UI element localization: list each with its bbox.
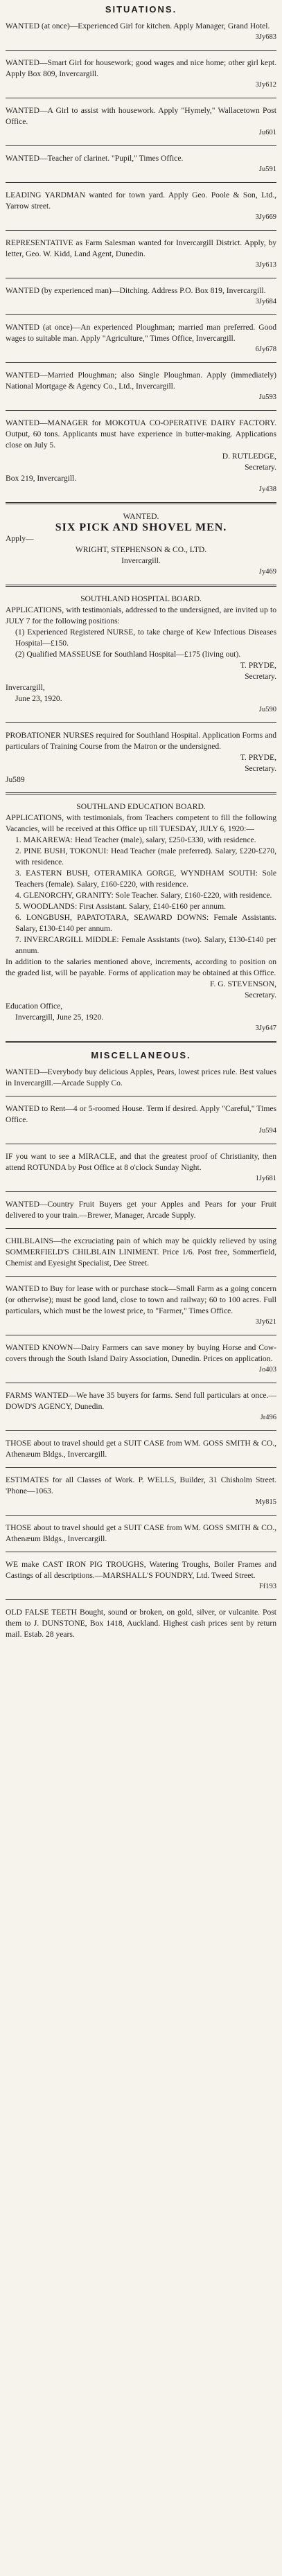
divider — [6, 1228, 276, 1229]
signatory-title: Secretary. — [245, 991, 276, 1000]
ad-ref: 3Jy684 — [255, 298, 276, 305]
classified-ad — [6, 1067, 276, 1089]
classified-ad-pick-shovel — [6, 511, 276, 578]
divider — [6, 1467, 276, 1468]
notice-hospital-board — [6, 594, 276, 716]
divider — [6, 585, 276, 587]
ad-text: WANTED to Rent—4 or 5-roomed House. Term if desired. Apply "Careful," Times Office. — [6, 1104, 276, 1124]
ad-text: WANTED (at once)—Experienced Girl for kitchen. Apply Manager, Grand Hotel. — [6, 21, 270, 30]
divider — [6, 362, 276, 363]
divider — [6, 722, 276, 723]
divider — [6, 1599, 276, 1600]
signatory-title: Secretary. — [245, 764, 276, 773]
ad-text: WANTED (at once)—An experienced Ploughman; married man preferred. Good wages to suitable man. Apply "Agriculture," Times Office, Invercargill. — [6, 323, 276, 343]
notice-probationer-nurses — [6, 730, 276, 785]
signatory-name: F. G. STEVENSON, — [209, 979, 276, 988]
vacancy-item: 5. WOODLANDS: First Assistant. Salary, £140-£160 per annum. — [15, 902, 226, 911]
ad-text: WE make CAST IRON PIG TROUGHS, Watering Troughs, Boiler Frames and Castings of all descriptions.—MARSHALL'S FOUNDRY, Ltd. Tweed Street. — [6, 1560, 276, 1580]
signatory-title: Secretary. — [245, 463, 276, 472]
classified-ad — [6, 285, 276, 308]
classified-ad — [6, 1475, 276, 1508]
divider — [6, 314, 276, 315]
ad-ref: 3Jy647 — [255, 1024, 276, 1032]
ad-ref: My815 — [255, 1498, 276, 1506]
ad-ref: Jy438 — [258, 486, 276, 493]
ad-text: WANTED—A Girl to assist with housework. Apply "Hymely," Wallacetown Post Office. — [6, 106, 276, 126]
divider — [6, 1041, 276, 1043]
notice-text: PROBATIONER NURSES required for Southland Hospital. Application Forms and particulars of Training Course from the Matron or the undersigned. — [6, 731, 276, 751]
ad-text: THOSE about to travel should get a SUIT CASE from WM. GOSS SMITH & CO., Athenæum Bldgs., Invercargill. — [6, 1439, 276, 1459]
vacancy-item: 6. LONGBUSH, PAPATOTARA, SEAWARD DOWNS: Female Assistants. Salary, £130-£140 per annum. — [15, 913, 276, 933]
notice-date: June 23, 1920. — [15, 694, 62, 703]
miscellaneous-list — [6, 1067, 276, 1640]
ad-address: Box 219, Invercargill. — [6, 474, 77, 483]
classified-ad — [6, 105, 276, 139]
divider — [6, 1191, 276, 1192]
ad-place: Invercargill. — [121, 556, 161, 565]
notice-intro: APPLICATIONS, with testimonials, addressed to the undersigned, are invited up to JULY 7 for the following positions: — [6, 605, 276, 625]
notice-office: Education Office, — [6, 1002, 63, 1011]
classified-ad — [6, 1236, 276, 1269]
signatory-name: D. RUTLEDGE, — [222, 452, 276, 461]
ad-ref: 6Jy678 — [255, 346, 276, 353]
classified-ad — [6, 21, 276, 43]
notice-date: Invercargill, June 25, 1920. — [15, 1013, 104, 1022]
ad-ref: 1Jy681 — [255, 1175, 276, 1182]
divider — [6, 1276, 276, 1277]
ad-text: CHILBLAINS—the excruciating pain of which may be quickly relieved by using SOMMERFIELD'S CHILBLAIN LINIMENT. Price 1/6. Post free, Sommerfield, Chemist and Eyesight Specialist, Dee Street. — [6, 1236, 276, 1268]
classified-ad — [6, 190, 276, 223]
ad-text: WANTED KNOWN—Dairy Farmers can save money by buying Horse and Cow-covers through the South Island Dairy Association, Dunedin. Prices on application. — [6, 1343, 276, 1363]
ad-ref: Jr496 — [260, 1414, 276, 1421]
ad-ref: Ju589 — [6, 775, 25, 784]
signatory-title: Secretary. — [245, 672, 276, 681]
ad-heading: WANTED. — [123, 512, 159, 521]
ad-ref: 3Jy612 — [255, 81, 276, 89]
classified-ad — [6, 1390, 276, 1423]
notice-education-board — [6, 801, 276, 1034]
vacancy-item: 1. MAKAREWA: Head Teacher (male), salary, £250-£330, with residence. — [15, 835, 256, 844]
divider — [6, 1430, 276, 1431]
ad-text: WANTED—Teacher of clarinet. "Pupil," Times Office. — [6, 154, 184, 163]
ad-text: WANTED—Married Ploughman; also Single Ploughman. Apply (immediately) National Mortgage & Agency Co., Ltd., Invercargill. — [6, 371, 276, 391]
divider — [6, 792, 276, 794]
ad-ref: Ju594 — [258, 1127, 276, 1135]
ad-text: THOSE about to travel should get a SUIT CASE from WM. GOSS SMITH & CO., Athenæum Bldgs., Invercargill. — [6, 1523, 276, 1543]
ad-ref: Ff193 — [258, 1583, 276, 1590]
notice-place: Invercargill, — [6, 683, 45, 692]
divider — [6, 410, 276, 411]
ad-firm: WRIGHT, STEPHENSON & CO., LTD. — [75, 545, 207, 554]
vacancy-item: 2. PINE BUSH, TOKONUI: Head Teacher (male preferred). Salary, £220-£270, with residence. — [15, 846, 276, 867]
ad-text: FARMS WANTED—We have 35 buyers for farms. Send full particulars at once.—DOWD'S AGENCY, Dunedin. — [6, 1391, 276, 1411]
classified-ad — [6, 1199, 276, 1221]
notice-item: (2) Qualified MASSEUSE for Southland Hospital—£175 (living out). — [15, 650, 241, 659]
ad-text: IF you want to see a MIRACLE, and that the greatest proof of Christianity, then attend ROTUNDA by Post Office at 8 o'clock Sunday Night. — [6, 1152, 276, 1172]
classified-ad — [6, 1103, 276, 1137]
ad-ref: Ju591 — [258, 166, 276, 173]
classified-ad — [6, 153, 276, 175]
divider — [6, 230, 276, 231]
ad-ref: Ju590 — [258, 706, 276, 713]
notice-heading: SOUTHLAND HOSPITAL BOARD. — [80, 594, 202, 603]
ad-ref: Ju593 — [258, 393, 276, 401]
ad-text: REPRESENTATIVE as Farm Salesman wanted for Invercargill District. Apply, by letter, Geo. W. Kidd, Land Agent, Dunedin. — [6, 238, 276, 258]
classified-ad — [6, 370, 276, 403]
classified-ad — [6, 1151, 276, 1184]
classified-ad — [6, 238, 276, 271]
ad-text: WANTED—MANAGER for MOKOTUA CO-OPERATIVE DAIRY FACTORY. Output, 60 tons. Applicants must have experience in butter-making. Applications close on July 5. — [6, 418, 276, 450]
ad-text: WANTED—Everybody buy delicious Apples, Pears, lowest prices rule. Best values in Invercargill.—Arcade Supply Co. — [6, 1067, 276, 1087]
divider — [6, 50, 276, 51]
ad-text: OLD FALSE TEETH Bought, sound or broken, on gold, silver, or vulcanite. Post them to J. DUNSTONE, Box 1418, Auckland. Highest cash prices sent by return mail. Estab. 28 years. — [6, 1608, 276, 1639]
situations-list — [6, 21, 276, 495]
classified-ad — [6, 322, 276, 355]
vacancy-item: 4. GLENORCHY, GRANITY: Sole Teacher. Salary, £160-£220, with residence. — [15, 891, 272, 900]
divider — [6, 182, 276, 183]
ad-ref: Jo403 — [258, 1366, 276, 1374]
classified-ad — [6, 1438, 276, 1460]
classified-ad — [6, 1283, 276, 1328]
ad-text: LEADING YARDMAN wanted for town yard. Apply Geo. Poole & Son, Ltd., Yarrow street. — [6, 190, 276, 211]
notice-outro: In addition to the salaries mentioned above, increments, according to position on the graded list, will be payable. Forms of application may be obtained at this Office. — [6, 957, 276, 977]
classified-ad — [6, 1522, 276, 1545]
signatory-name: T. PRYDE, — [240, 753, 276, 762]
newspaper-page — [0, 4, 282, 2576]
divider — [6, 502, 276, 504]
ad-apply: Apply— — [6, 534, 34, 543]
classified-ad — [6, 57, 276, 91]
notice-intro: APPLICATIONS, with testimonials, from Teachers competent to fill the following Vacancies, will be received at this Office up till TUESDAY, JULY 6, 1920:— — [6, 813, 276, 833]
ad-text: ESTIMATES for all Classes of Work. P. WELLS, Builder, 31 Chisholm Street. 'Phone—1063. — [6, 1475, 276, 1495]
notice-item: (1) Experienced Registered NURSE, to take charge of Kew Infectious Diseases Hospital—£150. — [15, 628, 276, 648]
ad-headline: SIX PICK AND SHOVEL MEN. — [55, 522, 227, 533]
section-heading-situations: SITUATIONS. — [105, 4, 177, 15]
notice-heading: SOUTHLAND EDUCATION BOARD. — [76, 802, 206, 811]
ad-ref: 3Jy683 — [255, 33, 276, 41]
ad-ref: 3Jy621 — [255, 1318, 276, 1326]
ad-text: WANTED to Buy for lease with or purchase stock—Small Farm as a going concern (or otherwise); must be good land, close to town and railway; 60 to 100 acres. Full particulars, which must be the lowest price, to "Farmer," Times Office. — [6, 1284, 276, 1315]
vacancy-item: 3. EASTERN BUSH, OTERAMIKA GORGE, WYNDHAM SOUTH: Sole Teachers (female). Salary, £160-£220, with residence. — [15, 869, 276, 889]
classified-ad — [6, 1559, 276, 1592]
section-heading-miscellaneous: MISCELLANEOUS. — [91, 1050, 191, 1060]
ad-ref: 3Jy669 — [255, 213, 276, 221]
classified-ad — [6, 1342, 276, 1376]
classified-ad — [6, 1607, 276, 1640]
classified-ad-mokotua — [6, 418, 276, 495]
divider — [6, 1515, 276, 1516]
vacancy-item: 7. INVERCARGILL MIDDLE: Female Assistants (two). Salary, £130-£140 per annum. — [15, 935, 276, 955]
ad-ref: Ju601 — [258, 129, 276, 136]
divider — [6, 145, 276, 146]
signatory-name: T. PRYDE, — [240, 661, 276, 670]
ad-text: WANTED (by experienced man)—Ditching. Address P.O. Box 819, Invercargill. — [6, 286, 266, 295]
ad-text: WANTED—Smart Girl for housework; good wages and nice home; other girl kept. Apply Box 809, Invercargill. — [6, 58, 276, 78]
ad-ref: Jy469 — [258, 568, 276, 576]
ad-ref: 3Jy613 — [255, 261, 276, 269]
ad-text: WANTED—Country Fruit Buyers get your Apples and Pears for your Fruit delivered to your train.—Brewer, Manager, Arcade Supply. — [6, 1200, 276, 1220]
